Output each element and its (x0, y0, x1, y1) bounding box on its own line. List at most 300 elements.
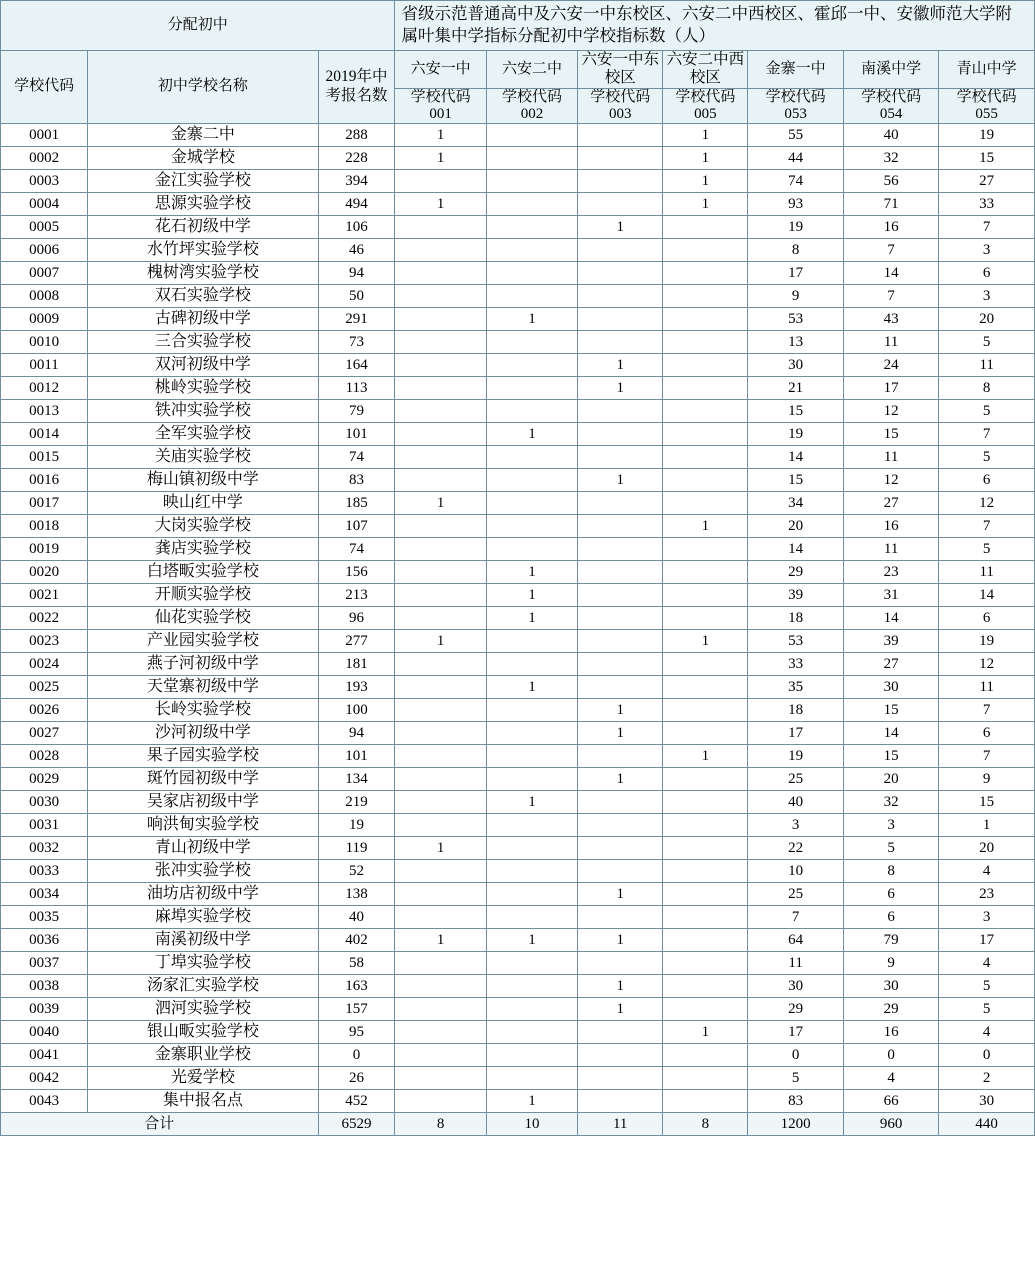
col-school-name: 初中学校名称 (88, 50, 318, 124)
cell-exam-count: 94 (318, 722, 395, 745)
cell-quota-3 (578, 308, 663, 331)
cell-quota-5: 18 (748, 699, 843, 722)
cell-quota-4 (663, 1044, 748, 1067)
cell-quota-5: 30 (748, 354, 843, 377)
cell-school-name: 三合实验学校 (88, 331, 318, 354)
col-high-school-5-code: 学校代码 053 (748, 88, 843, 124)
col-high-school-5-name: 金寨一中 (748, 50, 843, 88)
cell-quota-4 (663, 952, 748, 975)
cell-quota-1: 1 (395, 147, 486, 170)
cell-exam-count: 288 (318, 124, 395, 147)
cell-quota-6: 15 (843, 423, 938, 446)
cell-quota-2 (486, 860, 577, 883)
cell-quota-2 (486, 906, 577, 929)
cell-quota-7: 7 (939, 216, 1035, 239)
cell-school-code: 0027 (1, 722, 88, 745)
cell-exam-count: 73 (318, 331, 395, 354)
table-row (1, 722, 1035, 745)
cell-quota-5: 15 (748, 469, 843, 492)
table-row (1, 216, 1035, 239)
cell-school-code: 0004 (1, 193, 88, 216)
cell-quota-3 (578, 745, 663, 768)
cell-exam-count: 79 (318, 400, 395, 423)
cell-quota-3 (578, 538, 663, 561)
cell-quota-3 (578, 331, 663, 354)
cell-quota-5: 74 (748, 170, 843, 193)
cell-quota-2 (486, 630, 577, 653)
cell-quota-3 (578, 515, 663, 538)
cell-quota-6: 30 (843, 676, 938, 699)
cell-quota-2: 1 (486, 423, 577, 446)
cell-quota-4 (663, 584, 748, 607)
cell-quota-5: 17 (748, 1021, 843, 1044)
cell-quota-3 (578, 791, 663, 814)
cell-quota-7: 5 (939, 975, 1035, 998)
cell-quota-5: 33 (748, 653, 843, 676)
cell-quota-3: 1 (578, 216, 663, 239)
cell-quota-6: 27 (843, 492, 938, 515)
cell-school-code: 0013 (1, 400, 88, 423)
cell-exam-count: 213 (318, 584, 395, 607)
cell-school-name: 张冲实验学校 (88, 860, 318, 883)
cell-quota-6: 27 (843, 653, 938, 676)
cell-exam-count: 52 (318, 860, 395, 883)
cell-quota-4 (663, 216, 748, 239)
cell-quota-4 (663, 492, 748, 515)
cell-school-code: 0006 (1, 239, 88, 262)
cell-quota-5: 40 (748, 791, 843, 814)
cell-quota-2 (486, 446, 577, 469)
cell-quota-6: 6 (843, 906, 938, 929)
cell-quota-2 (486, 239, 577, 262)
cell-quota-6: 16 (843, 216, 938, 239)
table-row (1, 1067, 1035, 1090)
col-high-school-6-name: 南溪中学 (843, 50, 938, 88)
cell-quota-7: 20 (939, 837, 1035, 860)
cell-exam-count: 58 (318, 952, 395, 975)
cell-school-name: 天堂寨初级中学 (88, 676, 318, 699)
cell-exam-count: 74 (318, 446, 395, 469)
table-row (1, 676, 1035, 699)
cell-school-name: 关庙实验学校 (88, 446, 318, 469)
cell-quota-2 (486, 469, 577, 492)
cell-quota-3 (578, 860, 663, 883)
cell-quota-4 (663, 768, 748, 791)
cell-quota-1 (395, 745, 486, 768)
cell-school-code: 0036 (1, 929, 88, 952)
cell-exam-count: 0 (318, 1044, 395, 1067)
cell-quota-1 (395, 860, 486, 883)
cell-quota-6: 24 (843, 354, 938, 377)
cell-school-code: 0042 (1, 1067, 88, 1090)
cell-quota-1 (395, 561, 486, 584)
cell-quota-2 (486, 193, 577, 216)
table-row (1, 998, 1035, 1021)
cell-quota-3 (578, 561, 663, 584)
cell-quota-1 (395, 446, 486, 469)
cell-exam-count: 185 (318, 492, 395, 515)
cell-quota-3: 1 (578, 699, 663, 722)
cell-quota-4 (663, 538, 748, 561)
cell-quota-3 (578, 653, 663, 676)
cell-exam-count: 228 (318, 147, 395, 170)
cell-quota-7: 12 (939, 492, 1035, 515)
table-row (1, 492, 1035, 515)
cell-quota-1: 1 (395, 630, 486, 653)
cell-quota-4 (663, 308, 748, 331)
table-row (1, 1021, 1035, 1044)
cell-exam-count: 50 (318, 285, 395, 308)
cell-quota-5: 19 (748, 423, 843, 446)
cell-quota-3 (578, 446, 663, 469)
cell-quota-6: 56 (843, 170, 938, 193)
cell-quota-7: 5 (939, 331, 1035, 354)
table-row (1, 469, 1035, 492)
cell-quota-2 (486, 354, 577, 377)
cell-exam-count: 94 (318, 262, 395, 285)
total-exam-count: 6529 (318, 1113, 395, 1136)
cell-quota-7: 5 (939, 400, 1035, 423)
cell-school-name: 古碑初级中学 (88, 308, 318, 331)
col-high-school-3-code: 学校代码 003 (578, 88, 663, 124)
cell-quota-6: 15 (843, 699, 938, 722)
cell-quota-7: 1 (939, 814, 1035, 837)
cell-quota-7: 4 (939, 952, 1035, 975)
cell-quota-3 (578, 239, 663, 262)
cell-quota-5: 18 (748, 607, 843, 630)
cell-school-name: 白塔畈实验学校 (88, 561, 318, 584)
total-row (1, 1113, 1035, 1136)
cell-quota-2 (486, 975, 577, 998)
cell-quota-6: 11 (843, 331, 938, 354)
cell-quota-5: 13 (748, 331, 843, 354)
col-high-school-2-code: 学校代码 002 (486, 88, 577, 124)
cell-quota-4 (663, 607, 748, 630)
cell-quota-7: 4 (939, 860, 1035, 883)
cell-exam-count: 119 (318, 837, 395, 860)
cell-quota-4 (663, 814, 748, 837)
cell-exam-count: 101 (318, 423, 395, 446)
cell-quota-3: 1 (578, 883, 663, 906)
cell-quota-4 (663, 676, 748, 699)
cell-quota-1 (395, 607, 486, 630)
cell-quota-7: 20 (939, 308, 1035, 331)
cell-quota-6: 39 (843, 630, 938, 653)
cell-quota-7: 9 (939, 768, 1035, 791)
cell-school-name: 花石初级中学 (88, 216, 318, 239)
cell-quota-6: 12 (843, 400, 938, 423)
cell-exam-count: 96 (318, 607, 395, 630)
cell-school-name: 果子园实验学校 (88, 745, 318, 768)
cell-quota-3 (578, 170, 663, 193)
cell-quota-7: 7 (939, 423, 1035, 446)
cell-quota-5: 29 (748, 561, 843, 584)
cell-quota-1 (395, 308, 486, 331)
cell-school-name: 产业园实验学校 (88, 630, 318, 653)
cell-quota-7: 15 (939, 791, 1035, 814)
cell-quota-3 (578, 952, 663, 975)
table-row (1, 768, 1035, 791)
table-row (1, 860, 1035, 883)
cell-quota-4 (663, 653, 748, 676)
cell-quota-3 (578, 1090, 663, 1113)
cell-quota-4 (663, 883, 748, 906)
cell-quota-3 (578, 492, 663, 515)
table-row (1, 699, 1035, 722)
cell-school-code: 0017 (1, 492, 88, 515)
cell-exam-count: 291 (318, 308, 395, 331)
col-high-school-7-code: 学校代码 055 (939, 88, 1035, 124)
cell-school-name: 金城学校 (88, 147, 318, 170)
table-row (1, 400, 1035, 423)
cell-quota-5: 17 (748, 722, 843, 745)
header-school-names-row (1, 50, 1035, 88)
cell-exam-count: 19 (318, 814, 395, 837)
cell-school-name: 油坊店初级中学 (88, 883, 318, 906)
cell-quota-3 (578, 906, 663, 929)
cell-school-name: 双河初级中学 (88, 354, 318, 377)
cell-school-code: 0037 (1, 952, 88, 975)
cell-school-code: 0021 (1, 584, 88, 607)
cell-quota-4: 1 (663, 124, 748, 147)
cell-quota-5: 53 (748, 630, 843, 653)
cell-quota-3: 1 (578, 929, 663, 952)
cell-school-code: 0040 (1, 1021, 88, 1044)
cell-quota-3 (578, 262, 663, 285)
cell-quota-3 (578, 630, 663, 653)
cell-quota-4 (663, 722, 748, 745)
cell-quota-1 (395, 170, 486, 193)
cell-quota-7: 4 (939, 1021, 1035, 1044)
cell-school-name: 映山红中学 (88, 492, 318, 515)
cell-school-code: 0007 (1, 262, 88, 285)
cell-quota-2 (486, 814, 577, 837)
table-row (1, 1044, 1035, 1067)
total-quota-6: 960 (843, 1113, 938, 1136)
cell-quota-5: 14 (748, 446, 843, 469)
cell-exam-count: 46 (318, 239, 395, 262)
cell-exam-count: 193 (318, 676, 395, 699)
cell-quota-7: 30 (939, 1090, 1035, 1113)
cell-exam-count: 219 (318, 791, 395, 814)
cell-quota-2 (486, 216, 577, 239)
cell-quota-2: 1 (486, 929, 577, 952)
cell-quota-1 (395, 722, 486, 745)
cell-quota-1 (395, 515, 486, 538)
table-row (1, 515, 1035, 538)
cell-quota-4: 1 (663, 745, 748, 768)
total-quota-2: 10 (486, 1113, 577, 1136)
cell-quota-1 (395, 354, 486, 377)
cell-quota-1 (395, 1021, 486, 1044)
cell-quota-1 (395, 400, 486, 423)
cell-school-name: 桃岭实验学校 (88, 377, 318, 400)
cell-quota-2: 1 (486, 791, 577, 814)
cell-exam-count: 40 (318, 906, 395, 929)
cell-quota-6: 17 (843, 377, 938, 400)
cell-quota-4: 1 (663, 193, 748, 216)
cell-quota-4 (663, 331, 748, 354)
cell-quota-2 (486, 262, 577, 285)
cell-quota-2: 1 (486, 561, 577, 584)
cell-quota-7: 11 (939, 561, 1035, 584)
col-high-school-4-code: 学校代码 005 (663, 88, 748, 124)
table-header (1, 1, 1035, 124)
cell-quota-2: 1 (486, 607, 577, 630)
cell-exam-count: 83 (318, 469, 395, 492)
cell-school-name: 燕子河初级中学 (88, 653, 318, 676)
cell-quota-5: 7 (748, 906, 843, 929)
cell-quota-3 (578, 193, 663, 216)
cell-quota-6: 6 (843, 883, 938, 906)
cell-quota-4 (663, 262, 748, 285)
cell-quota-2 (486, 147, 577, 170)
cell-quota-2 (486, 722, 577, 745)
cell-quota-3 (578, 423, 663, 446)
cell-quota-6: 29 (843, 998, 938, 1021)
cell-quota-2 (486, 837, 577, 860)
cell-quota-2 (486, 1067, 577, 1090)
cell-quota-5: 0 (748, 1044, 843, 1067)
cell-quota-4 (663, 469, 748, 492)
cell-quota-3: 1 (578, 354, 663, 377)
cell-quota-4: 1 (663, 147, 748, 170)
cell-school-name: 丁埠实验学校 (88, 952, 318, 975)
col-high-school-6-code: 学校代码 054 (843, 88, 938, 124)
cell-school-code: 0033 (1, 860, 88, 883)
cell-quota-6: 79 (843, 929, 938, 952)
cell-exam-count: 157 (318, 998, 395, 1021)
cell-quota-2 (486, 883, 577, 906)
cell-quota-1 (395, 791, 486, 814)
cell-quota-1: 1 (395, 837, 486, 860)
cell-school-code: 0014 (1, 423, 88, 446)
cell-school-code: 0018 (1, 515, 88, 538)
cell-quota-7: 6 (939, 469, 1035, 492)
cell-quota-3: 1 (578, 768, 663, 791)
cell-quota-4: 1 (663, 515, 748, 538)
cell-quota-7: 11 (939, 676, 1035, 699)
cell-quota-5: 44 (748, 147, 843, 170)
cell-quota-1 (395, 653, 486, 676)
cell-quota-1 (395, 814, 486, 837)
cell-school-code: 0020 (1, 561, 88, 584)
cell-quota-5: 35 (748, 676, 843, 699)
cell-quota-6: 0 (843, 1044, 938, 1067)
cell-quota-1 (395, 538, 486, 561)
cell-quota-1 (395, 952, 486, 975)
table-row (1, 538, 1035, 561)
cell-quota-3 (578, 1044, 663, 1067)
cell-quota-6: 31 (843, 584, 938, 607)
cell-school-name: 泗河实验学校 (88, 998, 318, 1021)
cell-quota-4 (663, 1067, 748, 1090)
cell-quota-5: 30 (748, 975, 843, 998)
table-row (1, 193, 1035, 216)
cell-quota-7: 17 (939, 929, 1035, 952)
cell-school-code: 0038 (1, 975, 88, 998)
cell-quota-6: 8 (843, 860, 938, 883)
cell-quota-3 (578, 1021, 663, 1044)
table-row (1, 446, 1035, 469)
cell-quota-1: 1 (395, 124, 486, 147)
total-quota-7: 440 (939, 1113, 1035, 1136)
cell-quota-5: 3 (748, 814, 843, 837)
cell-school-name: 金寨二中 (88, 124, 318, 147)
cell-quota-1 (395, 883, 486, 906)
cell-quota-3 (578, 1067, 663, 1090)
cell-quota-7: 3 (939, 906, 1035, 929)
col-high-school-3-name: 六安一中东校区 (578, 50, 663, 88)
cell-quota-6: 5 (843, 837, 938, 860)
cell-quota-6: 40 (843, 124, 938, 147)
table-row (1, 331, 1035, 354)
table-row (1, 584, 1035, 607)
cell-quota-5: 19 (748, 216, 843, 239)
cell-quota-2 (486, 285, 577, 308)
total-quota-5: 1200 (748, 1113, 843, 1136)
cell-quota-2: 1 (486, 1090, 577, 1113)
cell-quota-7: 23 (939, 883, 1035, 906)
cell-quota-5: 55 (748, 124, 843, 147)
cell-school-name: 青山初级中学 (88, 837, 318, 860)
cell-quota-4 (663, 446, 748, 469)
cell-quota-6: 32 (843, 147, 938, 170)
cell-quota-3 (578, 400, 663, 423)
table-row (1, 975, 1035, 998)
cell-quota-7: 5 (939, 446, 1035, 469)
cell-exam-count: 452 (318, 1090, 395, 1113)
cell-quota-4 (663, 561, 748, 584)
cell-school-code: 0009 (1, 308, 88, 331)
cell-school-name: 集中报名点 (88, 1090, 318, 1113)
cell-quota-2: 1 (486, 584, 577, 607)
cell-school-code: 0010 (1, 331, 88, 354)
table-row (1, 561, 1035, 584)
cell-quota-3 (578, 285, 663, 308)
cell-quota-5: 21 (748, 377, 843, 400)
cell-school-code: 0015 (1, 446, 88, 469)
cell-quota-7: 5 (939, 538, 1035, 561)
cell-exam-count: 101 (318, 745, 395, 768)
cell-quota-6: 16 (843, 1021, 938, 1044)
cell-quota-1 (395, 377, 486, 400)
cell-quota-7: 7 (939, 699, 1035, 722)
cell-school-code: 0041 (1, 1044, 88, 1067)
cell-quota-3 (578, 837, 663, 860)
cell-quota-5: 53 (748, 308, 843, 331)
cell-quota-6: 14 (843, 722, 938, 745)
cell-school-code: 0016 (1, 469, 88, 492)
table-row (1, 239, 1035, 262)
cell-quota-4 (663, 354, 748, 377)
cell-quota-2 (486, 515, 577, 538)
cell-quota-1 (395, 1044, 486, 1067)
cell-quota-2 (486, 653, 577, 676)
cell-quota-6: 23 (843, 561, 938, 584)
cell-exam-count: 138 (318, 883, 395, 906)
table-row (1, 653, 1035, 676)
cell-quota-5: 25 (748, 768, 843, 791)
cell-school-code: 0005 (1, 216, 88, 239)
cell-school-name: 双石实验学校 (88, 285, 318, 308)
cell-school-name: 龚店实验学校 (88, 538, 318, 561)
cell-school-name: 吴家店初级中学 (88, 791, 318, 814)
cell-quota-4 (663, 860, 748, 883)
cell-school-code: 0035 (1, 906, 88, 929)
cell-school-name: 水竹坪实验学校 (88, 239, 318, 262)
cell-quota-7: 11 (939, 354, 1035, 377)
